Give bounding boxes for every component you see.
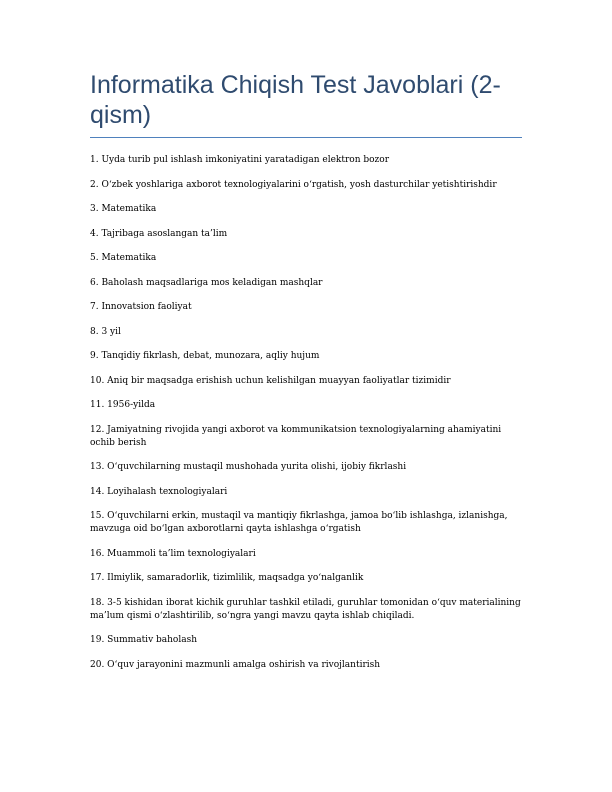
answer-item: 4. Tajribaga asoslangan ta’lim	[90, 228, 228, 239]
answer-item: 12. Jamiyatning rivojida yangi axborot va kommunikatsion texnologiyalarning ahamiyatini ochib berish	[90, 424, 502, 448]
answer-item: 9. Tanqidiy fikrlash, debat, munozara, aqliy hujum	[90, 351, 320, 361]
document-title: Informatika Chiqish Test Javoblari (2-qism)	[90, 71, 501, 129]
answer-item: 14. Loyihalash texnologiyalari	[90, 486, 228, 497]
answer-item: 5. Matematika	[90, 253, 157, 263]
title-underline	[90, 137, 522, 138]
answer-item: 1. Uyda turib pul ishlash imkoniyatini yaratadigan elektron bozor	[90, 155, 390, 165]
answer-item: 10. Aniq bir maqsadga erishish uchun kelishilgan muayyan faoliyatlar tizimidir	[90, 375, 451, 386]
answer-item: 19. Summativ baholash	[90, 635, 198, 645]
answer-item: 7. Innovatsion faoliyat	[90, 302, 192, 312]
answer-item: 8. 3 yil	[90, 326, 121, 337]
answer-item: 16. Muammoli ta’lim texnologiyalari	[90, 548, 256, 559]
answer-item: 20. O‘quv jarayonini mazmunli amalga oshirish va rivojlantirish	[90, 659, 381, 670]
answer-list	[90, 154, 522, 683]
answer-item: 13. O‘quvchilarning mustaqil mushohada yurita olishi, ijobiy fikrlashi	[90, 462, 407, 472]
answer-item: 2. O‘zbek yoshlariga axborot texnologiyalarini o‘rgatish, yosh dasturchilar yetishtirishdir	[90, 179, 497, 190]
answer-item: 15. O‘quvchilarni erkin, mustaqil va mantiqiy fikrlashga, jamoa bo‘lib ishlashga, izlanishga, mavzuga oid bo‘lgan axborotlarni qayta ishlashga o‘rgatish	[90, 511, 508, 534]
answer-item: 17. Ilmiylik, samaradorlik, tizimlilik, maqsadga yo‘nalganlik	[90, 573, 364, 583]
answer-item: 3. Matematika	[90, 204, 157, 214]
answer-item: 18. 3-5 kishidan iborat kichik guruhlar tashkil etiladi, guruhlar tomonidan o‘quv materialining ma’lum qismi o‘zlashtirilib, so‘ngra yangi mavzu qayta ishlab chiqiladi.	[90, 597, 521, 621]
answer-item: 6. Baholash maqsadlariga mos keladigan mashqlar	[90, 277, 323, 288]
answer-item: 11. 1956-yilda	[90, 400, 156, 410]
